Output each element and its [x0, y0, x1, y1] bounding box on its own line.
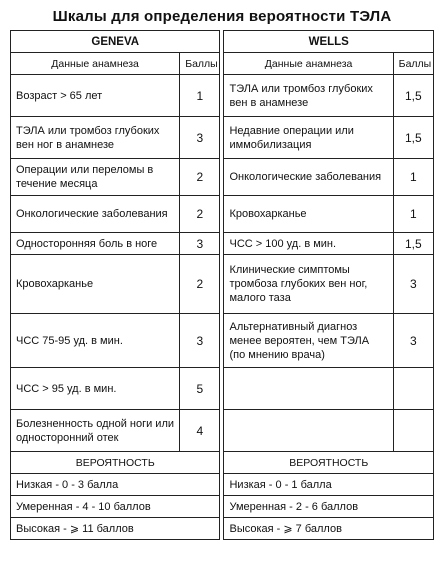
wells-criteria-header: Данные анамнеза: [224, 53, 393, 75]
wells-points: 3: [393, 255, 433, 314]
geneva-points: 2: [180, 159, 220, 196]
geneva-criterion: Возраст > 65 лет: [11, 75, 180, 117]
wells-empty-cell: [224, 410, 393, 452]
geneva-criterion: Кровохарканье: [11, 255, 180, 314]
geneva-points: 5: [180, 368, 220, 410]
page-title: Шкалы для определения вероятности ТЭЛА: [52, 8, 392, 25]
geneva-criterion: Односторонняя боль в ноге: [11, 233, 180, 255]
geneva-criterion: Операции или переломы в течение месяца: [11, 159, 180, 196]
geneva-criterion: Болезненность одной ноги или односторонний отек: [11, 410, 180, 452]
geneva-points: 2: [180, 255, 220, 314]
wells-criterion: ЧСС > 100 уд. в мин.: [224, 233, 393, 255]
geneva-points-header: Баллы: [180, 53, 220, 75]
geneva-points: 3: [180, 314, 220, 368]
wells-probability-low: Низкая - 0 - 1 балла: [224, 474, 434, 496]
geneva-scale-title: GENEVA: [11, 31, 220, 53]
geneva-criterion: ЧСС > 95 уд. в мин.: [11, 368, 180, 410]
geneva-criterion: ЧСС 75-95 уд. в мин.: [11, 314, 180, 368]
geneva-points: 4: [180, 410, 220, 452]
wells-empty-cell: [393, 368, 433, 410]
wells-points: 1,5: [393, 233, 433, 255]
wells-points-header: Баллы: [393, 53, 433, 75]
geneva-criteria-header: Данные анамнеза: [11, 53, 180, 75]
wells-probability-title: ВЕРОЯТНОСТЬ: [224, 452, 434, 474]
wells-empty-cell: [393, 410, 433, 452]
wells-criterion: Онкологические заболевания: [224, 159, 393, 196]
geneva-criterion: ТЭЛА или тромбоз глубоких вен ног в анамнезе: [11, 117, 180, 159]
wells-points: 3: [393, 314, 433, 368]
geneva-probability-low: Низкая - 0 - 3 балла: [11, 474, 220, 496]
wells-points: 1: [393, 159, 433, 196]
geneva-points: 1: [180, 75, 220, 117]
wells-empty-cell: [224, 368, 393, 410]
wells-points: 1,5: [393, 117, 433, 159]
wells-scale-title: WELLS: [224, 31, 434, 53]
wells-criterion: Недавние операции или иммобилизация: [224, 117, 393, 159]
wells-probability-high: Высокая - ⩾ 7 баллов: [224, 518, 434, 540]
geneva-probability-moderate: Умеренная - 4 - 10 баллов: [11, 496, 220, 518]
wells-probability-moderate: Умеренная - 2 - 6 баллов: [224, 496, 434, 518]
geneva-probability-high: Высокая - ⩾ 11 баллов: [11, 518, 220, 540]
geneva-points: 2: [180, 196, 220, 233]
wells-criterion: Альтернативный диагноз менее вероятен, чем ТЭЛА (по мнению врача): [224, 314, 393, 368]
wells-points: 1,5: [393, 75, 433, 117]
wells-criterion: Кровохарканье: [224, 196, 393, 233]
geneva-points: 3: [180, 233, 220, 255]
wells-criterion: Клинические симптомы тромбоза глубоких вен ног, малого таза: [224, 255, 393, 314]
geneva-criterion: Онкологические заболевания: [11, 196, 180, 233]
wells-points: 1: [393, 196, 433, 233]
wells-criterion: ТЭЛА или тромбоз глубоких вен в анамнезе: [224, 75, 393, 117]
pe-scales-table: [10, 30, 434, 540]
geneva-points: 3: [180, 117, 220, 159]
geneva-probability-title: ВЕРОЯТНОСТЬ: [11, 452, 220, 474]
